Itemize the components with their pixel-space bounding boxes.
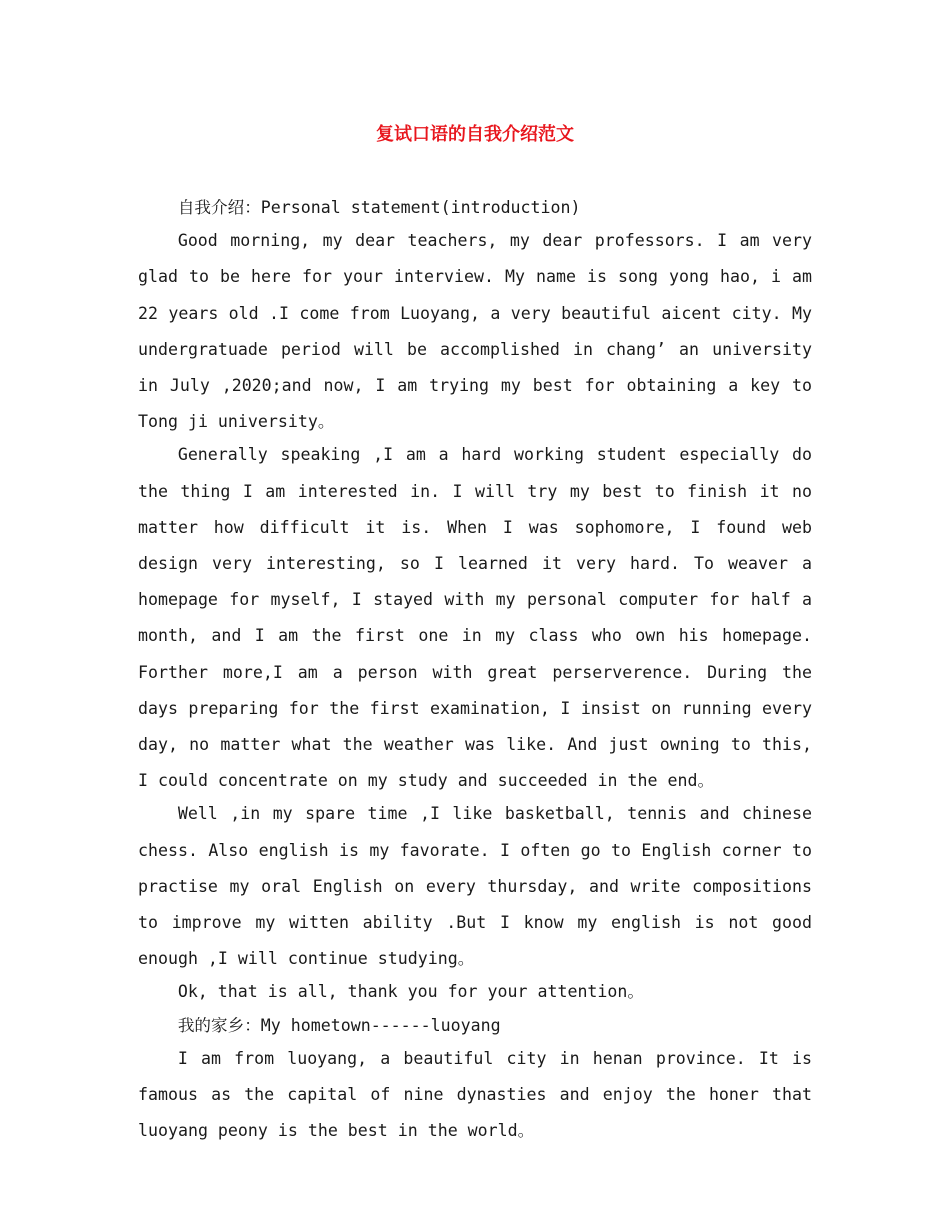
paragraph-personality: Generally speaking ,I am a hard working student especially do the thing I am interested in. I will try my best to finish it no matter how difficult it is. When I was sophomore, I found web design very interesting, so I learned it very hard. To weaver a homepage for myself, I stayed with my personal computer for half a month, and I am the first one in my class who own his homepage. Forther more,I am a person with great perserverence. During the days preparing for the first examination, I insist on running every day, no matter what the weather was like. And just owning to this, I could concentrate on my study and succeeded in the end。: [138, 445, 812, 791]
section-heading-self-introduction: 自我介绍：Personal statement(introduction): [177, 198, 581, 217]
document-body: [138, 190, 812, 1146]
paragraph-greeting: Good morning, my dear teachers, my dear professors. I am very glad to be here for your interview. My name is song yong hao, i am 22 years old .I come from Luoyang, a very beautiful aicent city. My undergratuade period will be accomplished in chang’ an university in July ,2020;and now, I am trying my best for obtaining a key to Tong ji university。: [138, 231, 812, 432]
paragraph-hometown: I am from luoyang, a beautiful city in henan province. It is famous as the capital of nine dynasties and enjoy the honer that luoyang peony is the best in the world。: [138, 1048, 812, 1141]
paragraph-hobbies: Well ,in my spare time ,I like basketball, tennis and chinese chess. Also english is my favorate. I often go to English corner to practise my oral English on every thursday, and write compositions to improve my witten ability .But I know my english is not good enough ,I will continue studying。: [138, 804, 812, 969]
paragraph-closing: Ok, that is all, thank you for your attention。: [177, 982, 644, 1002]
document-title: 复试口语的自我介绍范文: [376, 124, 574, 145]
section-heading-hometown: 我的家乡：My hometown------luoyang: [177, 1015, 501, 1035]
